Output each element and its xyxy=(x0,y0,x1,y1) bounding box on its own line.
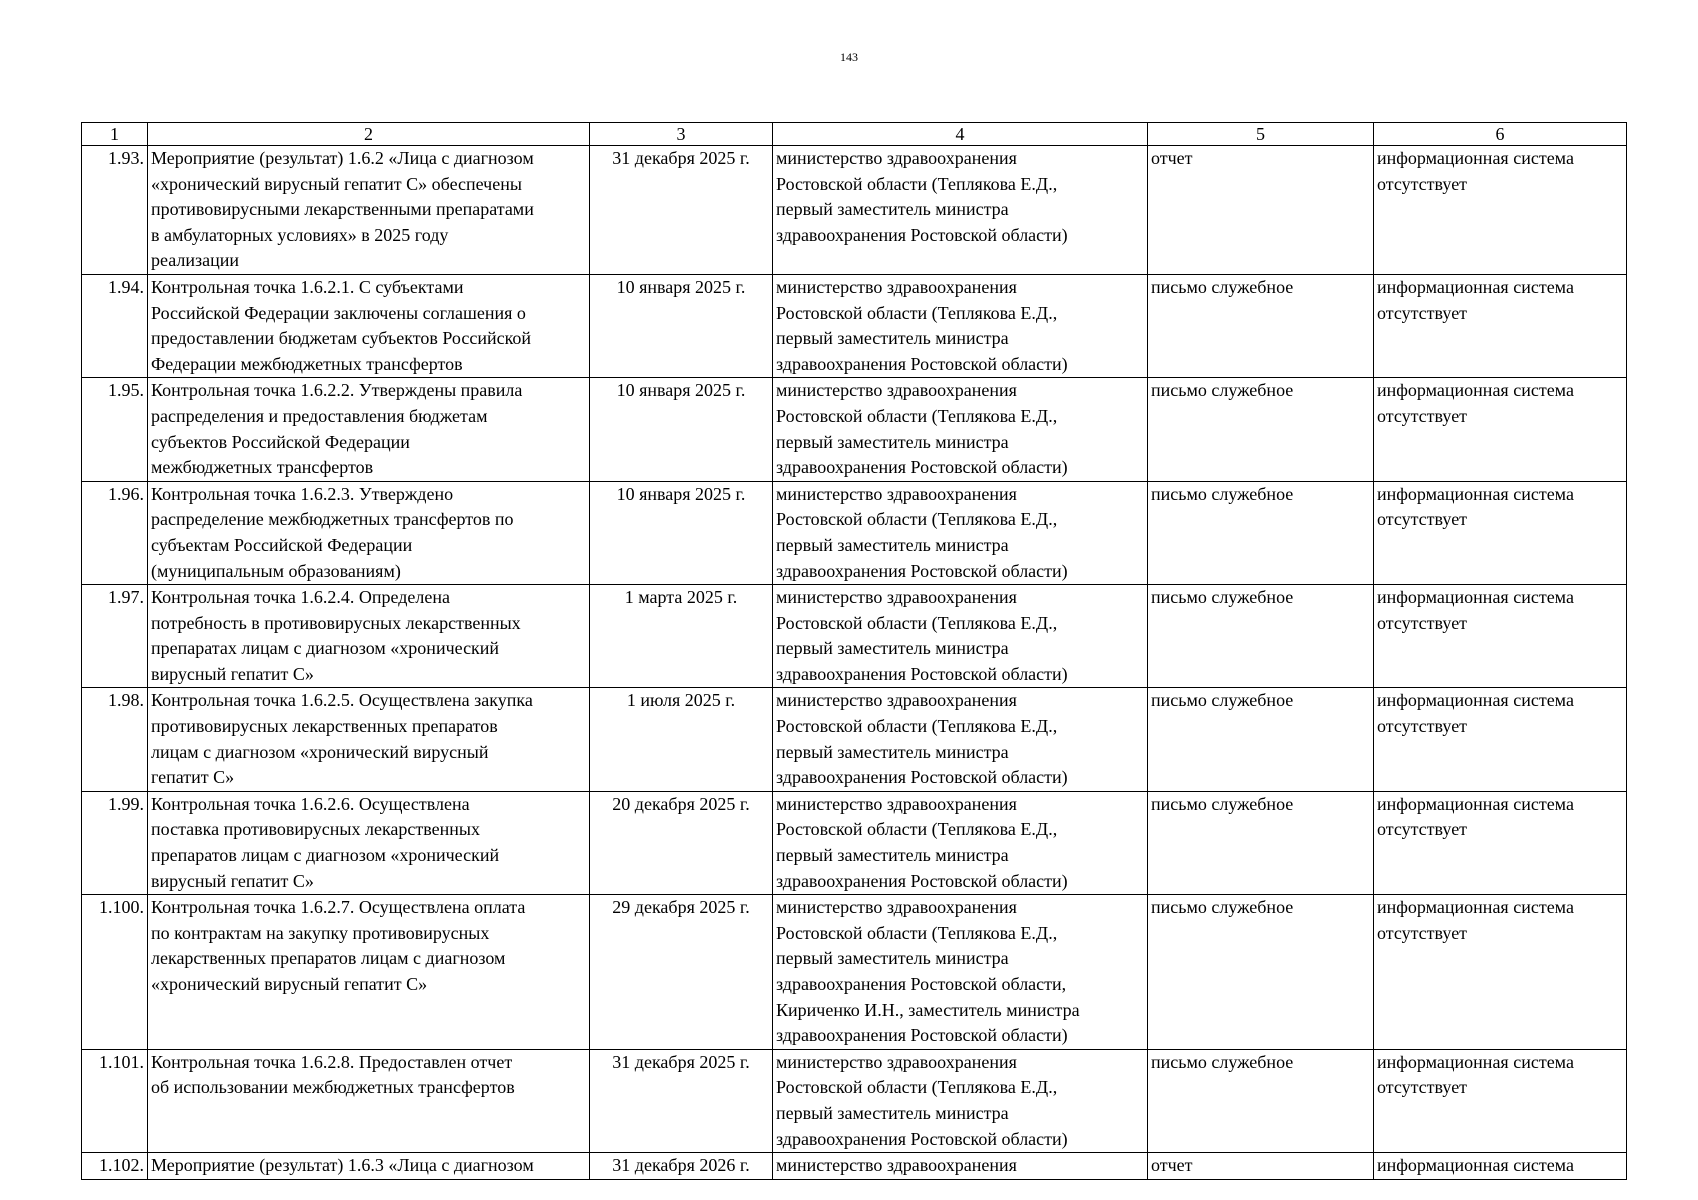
event-name-cell: Контрольная точка 1.6.2.2. Утверждены правила распределения и предоставления бюджетам субъектов Российской Федерации межбюджетных трансфертов xyxy=(148,378,590,481)
event-name-cell: Контрольная точка 1.6.2.1. С субъектами Российской Федерации заключены соглашения о предоставлении бюджетам субъектов Российской Федерации межбюджетных трансфертов xyxy=(148,274,590,377)
event-name-cell: Контрольная точка 1.6.2.4. Определена потребность в противовирусных лекарственных препаратах лицам с диагнозом «хронический вирусный гепатит С» xyxy=(148,585,590,688)
document-type-cell: письмо служебное xyxy=(1148,585,1374,688)
event-name-cell: Контрольная точка 1.6.2.6. Осуществлена поставка противовирусных лекарственных препаратов лицам с диагнозом «хронический вирусный гепатит С» xyxy=(148,791,590,894)
column-header-5: 5 xyxy=(1148,123,1374,146)
row-number-cell: 1.96. xyxy=(82,481,148,584)
table-header-row xyxy=(82,123,1627,146)
row-number-cell: 1.98. xyxy=(82,688,148,791)
page-number: 143 xyxy=(840,50,858,64)
info-system-cell: информационная система отсутствует xyxy=(1374,481,1627,584)
event-name-cell: Мероприятие (результат) 1.6.2 «Лица с диагнозом «хронический вирусный гепатит С» обеспечены противовирусными лекарственными препаратами в амбулаторных условиях» в 2025 году реализации xyxy=(148,146,590,275)
table-row xyxy=(82,146,1627,275)
column-header-2: 2 xyxy=(148,123,590,146)
responsible-cell: министерство здравоохранения Ростовской области (Теплякова Е.Д., первый заместитель министра здравоохранения Ростовской области) xyxy=(773,1049,1148,1152)
document-type-cell: письмо служебное xyxy=(1148,378,1374,481)
table-row xyxy=(82,1049,1627,1152)
responsible-cell: министерство здравоохранения Ростовской области (Теплякова Е.Д., первый заместитель министра здравоохранения Ростовской области) xyxy=(773,585,1148,688)
row-number-cell: 1.100. xyxy=(82,895,148,1050)
deadline-cell: 10 января 2025 г. xyxy=(590,274,773,377)
document-type-cell: письмо служебное xyxy=(1148,791,1374,894)
document-type-cell: отчет xyxy=(1148,1153,1374,1180)
responsible-cell: министерство здравоохранения Ростовской области (Теплякова Е.Д., первый заместитель министра здравоохранения Ростовской области) xyxy=(773,481,1148,584)
deadline-cell: 31 декабря 2025 г. xyxy=(590,146,773,275)
info-system-cell: информационная система отсутствует xyxy=(1374,378,1627,481)
responsible-cell: министерство здравоохранения Ростовской области (Теплякова Е.Д., первый заместитель министра здравоохранения Ростовской области) xyxy=(773,688,1148,791)
column-header-4: 4 xyxy=(773,123,1148,146)
info-system-cell: информационная система отсутствует xyxy=(1374,791,1627,894)
info-system-cell: информационная система xyxy=(1374,1153,1627,1180)
deadline-cell: 31 декабря 2025 г. xyxy=(590,1049,773,1152)
column-header-1: 1 xyxy=(82,123,148,146)
responsible-cell: министерство здравоохранения Ростовской области (Теплякова Е.Д., первый заместитель министра здравоохранения Ростовской области) xyxy=(773,378,1148,481)
deadline-cell: 10 января 2025 г. xyxy=(590,378,773,481)
deadline-cell: 1 марта 2025 г. xyxy=(590,585,773,688)
row-number-cell: 1.97. xyxy=(82,585,148,688)
table-row xyxy=(82,688,1627,791)
plan-table xyxy=(81,122,1627,1180)
responsible-cell: министерство здравоохранения Ростовской области (Теплякова Е.Д., первый заместитель министра здравоохранения Ростовской области, Кириченко И.Н., заместитель министра здравоохранения Ростовской области) xyxy=(773,895,1148,1050)
info-system-cell: информационная система отсутствует xyxy=(1374,895,1627,1050)
info-system-cell: информационная система отсутствует xyxy=(1374,688,1627,791)
table-row xyxy=(82,585,1627,688)
info-system-cell: информационная система отсутствует xyxy=(1374,1049,1627,1152)
info-system-cell: информационная система отсутствует xyxy=(1374,585,1627,688)
column-header-3: 3 xyxy=(590,123,773,146)
event-name-cell: Контрольная точка 1.6.2.8. Предоставлен отчет об использовании межбюджетных трансфертов xyxy=(148,1049,590,1152)
document-type-cell: письмо служебное xyxy=(1148,481,1374,584)
deadline-cell: 31 декабря 2026 г. xyxy=(590,1153,773,1180)
table-row xyxy=(82,274,1627,377)
info-system-cell: информационная система отсутствует xyxy=(1374,274,1627,377)
document-type-cell: отчет xyxy=(1148,146,1374,275)
row-number-cell: 1.102. xyxy=(82,1153,148,1180)
event-name-cell: Контрольная точка 1.6.2.5. Осуществлена закупка противовирусных лекарственных препаратов лицам с диагнозом «хронический вирусный гепатит С» xyxy=(148,688,590,791)
event-name-cell: Контрольная точка 1.6.2.3. Утверждено распределение межбюджетных трансфертов по субъектам Российской Федерации (муниципальным образованиям) xyxy=(148,481,590,584)
deadline-cell: 10 января 2025 г. xyxy=(590,481,773,584)
document-type-cell: письмо служебное xyxy=(1148,688,1374,791)
table-row xyxy=(82,481,1627,584)
document-type-cell: письмо служебное xyxy=(1148,274,1374,377)
column-header-6: 6 xyxy=(1374,123,1627,146)
row-number-cell: 1.99. xyxy=(82,791,148,894)
responsible-cell: министерство здравоохранения Ростовской области (Теплякова Е.Д., первый заместитель министра здравоохранения Ростовской области) xyxy=(773,274,1148,377)
responsible-cell: министерство здравоохранения Ростовской области (Теплякова Е.Д., первый заместитель министра здравоохранения Ростовской области) xyxy=(773,791,1148,894)
document-type-cell: письмо служебное xyxy=(1148,895,1374,1050)
event-name-cell: Контрольная точка 1.6.2.7. Осуществлена оплата по контрактам на закупку противовирусных лекарственных препаратов лицам с диагнозом «хронический вирусный гепатит С» xyxy=(148,895,590,1050)
row-number-cell: 1.94. xyxy=(82,274,148,377)
table-row xyxy=(82,895,1627,1050)
row-number-cell: 1.101. xyxy=(82,1049,148,1152)
responsible-cell: министерство здравоохранения xyxy=(773,1153,1148,1180)
table-row xyxy=(82,1153,1627,1180)
deadline-cell: 20 декабря 2025 г. xyxy=(590,791,773,894)
table-row xyxy=(82,791,1627,894)
row-number-cell: 1.95. xyxy=(82,378,148,481)
deadline-cell: 29 декабря 2025 г. xyxy=(590,895,773,1050)
responsible-cell: министерство здравоохранения Ростовской области (Теплякова Е.Д., первый заместитель министра здравоохранения Ростовской области) xyxy=(773,146,1148,275)
row-number-cell: 1.93. xyxy=(82,146,148,275)
document-type-cell: письмо служебное xyxy=(1148,1049,1374,1152)
table-row xyxy=(82,378,1627,481)
event-name-cell: Мероприятие (результат) 1.6.3 «Лица с диагнозом xyxy=(148,1153,590,1180)
deadline-cell: 1 июля 2025 г. xyxy=(590,688,773,791)
info-system-cell: информационная система отсутствует xyxy=(1374,146,1627,275)
